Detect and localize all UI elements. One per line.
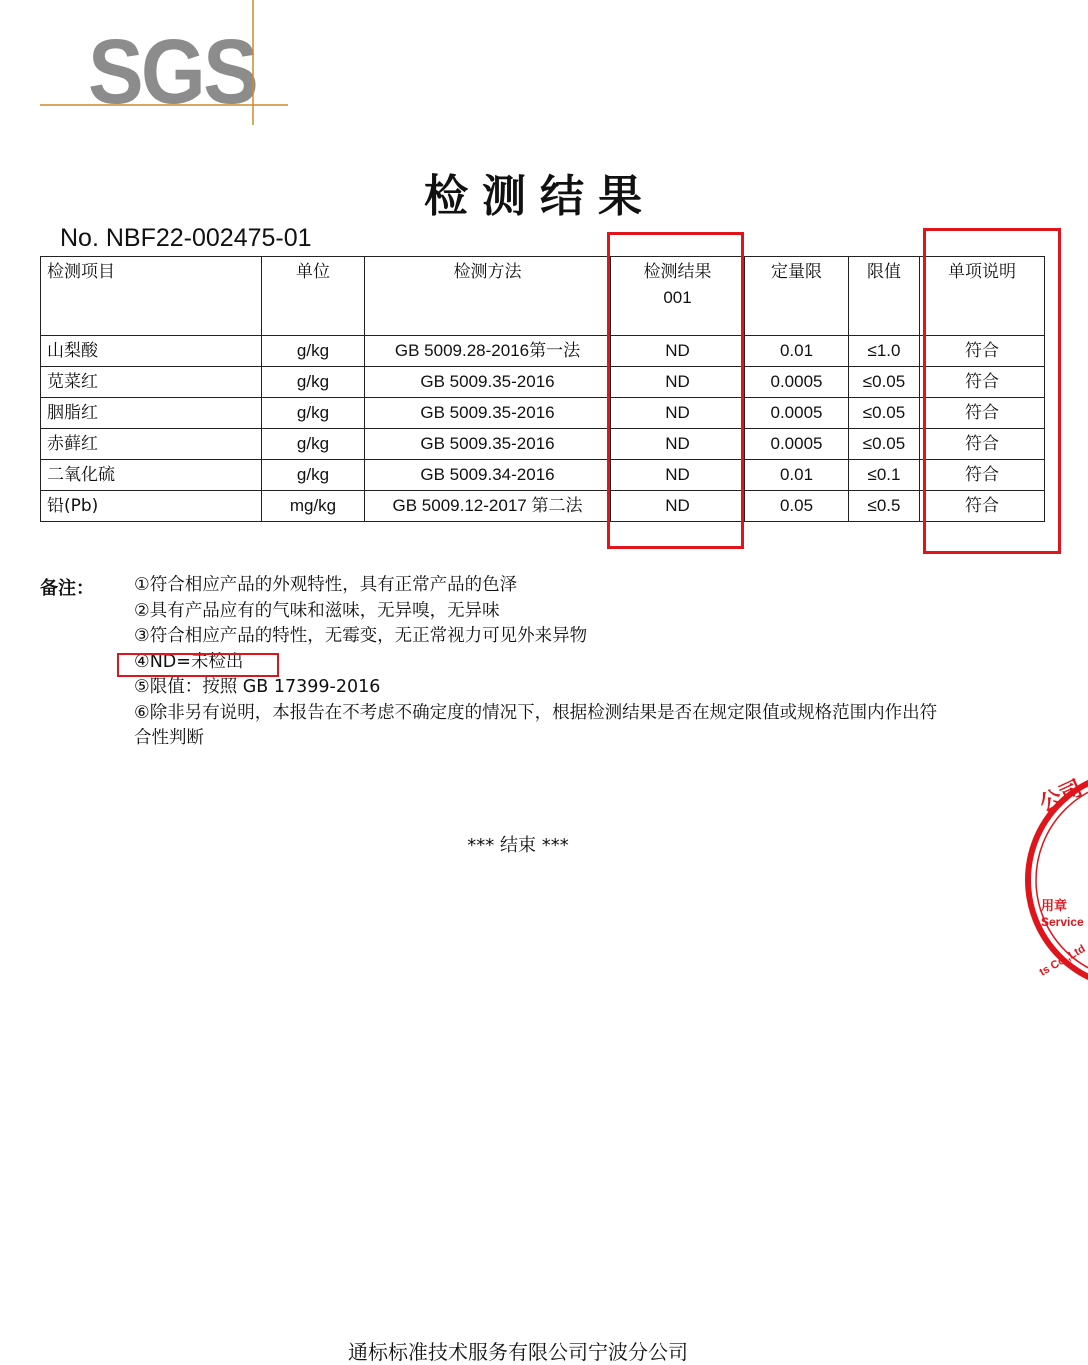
cell-unit: g/kg [262, 429, 365, 460]
cell-desc: 符合 [920, 429, 1045, 460]
cell-method: GB 5009.34-2016 [365, 460, 611, 491]
cell-item: 赤藓红 [41, 429, 262, 460]
highlight-box-description [923, 228, 1061, 554]
sgs-logo [40, 0, 290, 125]
seal-text-1: 公司 [1035, 776, 1087, 818]
table-row [41, 367, 1045, 398]
remarks-label: 备注： [40, 578, 94, 599]
cell-limit: ≤0.05 [849, 429, 920, 460]
cell-loq: 0.0005 [745, 429, 849, 460]
remark-line: ①符合相应产品的外观特性，具有正常产品的色泽 [134, 575, 518, 595]
header-result-sample: 001 [663, 288, 692, 307]
header-loq: 定量限 [745, 257, 849, 336]
cell-desc: 符合 [920, 491, 1045, 522]
cell-item: 胭脂红 [41, 398, 262, 429]
cell-result: ND [611, 336, 745, 367]
remark-line: ②具有产品应有的气味和滋味，无异嗅，无异味 [134, 600, 500, 621]
cell-result: ND [611, 398, 745, 429]
cell-item: 铅(Pb) [41, 491, 262, 522]
cell-unit: g/kg [262, 336, 365, 367]
seal-text-2: 用章 [1041, 899, 1068, 914]
cell-desc: 符合 [920, 398, 1045, 429]
cell-loq: 0.0005 [745, 367, 849, 398]
cell-loq: 0.01 [745, 460, 849, 491]
cell-unit: mg/kg [262, 491, 365, 522]
remark-line: ④ND=未检出 [134, 651, 244, 672]
cell-desc: 符合 [920, 460, 1045, 491]
remark-line: ③符合相应产品的特性，无霉变，无正常视力可见外来异物 [134, 626, 588, 646]
page-title: 检测结果 [424, 171, 656, 222]
seal-text-3: Service [1041, 915, 1084, 929]
table-row [41, 398, 1045, 429]
remark-line: 合性判断 [134, 728, 204, 748]
cell-result: ND [611, 460, 745, 491]
cell-method: GB 5009.35-2016 [365, 367, 611, 398]
cell-result: ND [611, 367, 745, 398]
table-row [41, 336, 1045, 367]
cell-result: ND [611, 491, 745, 522]
footer-company: 通标标准技术服务有限公司宁波分公司 [348, 1340, 688, 1364]
cell-result: ND [611, 429, 745, 460]
remark-line: ⑤限值：按照 GB 17399-2016 [134, 677, 381, 697]
end-marker: *** 结束 *** [467, 835, 569, 856]
cell-item: 山梨酸 [41, 336, 262, 367]
header-result-label: 检测结果 [643, 262, 712, 282]
cell-desc: 符合 [920, 336, 1045, 367]
seal-text-4: ts Co.,Ltd [1037, 942, 1088, 979]
cell-unit: g/kg [262, 398, 365, 429]
result-table [40, 256, 1045, 522]
report-number: No. NBF22-002475-01 [60, 224, 312, 252]
table-header-row [41, 257, 1045, 336]
cell-loq: 0.0005 [745, 398, 849, 429]
highlight-box-result [607, 232, 744, 549]
cell-method: GB 5009.35-2016 [365, 429, 611, 460]
header-limit: 限值 [849, 257, 920, 336]
cell-unit: g/kg [262, 367, 365, 398]
remark-line: ⑥除非另有说明，本报告在不考虑不确定度的情况下，根据检测结果是否在规定限值或规格范围内作出符 [134, 702, 938, 723]
header-method: 检测方法 [365, 257, 611, 336]
table-row [41, 460, 1045, 491]
cell-limit: ≤1.0 [849, 336, 920, 367]
header-item: 检测项目 [41, 257, 262, 336]
highlight-box-nd [117, 653, 279, 677]
cell-limit: ≤0.1 [849, 460, 920, 491]
header-desc: 单项说明 [920, 257, 1045, 336]
cell-limit: ≤0.05 [849, 398, 920, 429]
cell-desc: 符合 [920, 367, 1045, 398]
cell-unit: g/kg [262, 460, 365, 491]
cell-item: 二氧化硫 [41, 460, 262, 491]
table-row [41, 491, 1045, 522]
cell-method: GB 5009.35-2016 [365, 398, 611, 429]
header-unit: 单位 [262, 257, 365, 336]
cell-loq: 0.05 [745, 491, 849, 522]
cell-method: GB 5009.28-2016第一法 [365, 336, 611, 367]
logo-text: SGS [88, 21, 256, 123]
cell-loq: 0.01 [745, 336, 849, 367]
table-row [41, 429, 1045, 460]
cell-method: GB 5009.12-2017 第二法 [365, 491, 611, 522]
company-seal [1028, 760, 1088, 1000]
cell-limit: ≤0.5 [849, 491, 920, 522]
cell-limit: ≤0.05 [849, 367, 920, 398]
cell-item: 苋菜红 [41, 367, 262, 398]
